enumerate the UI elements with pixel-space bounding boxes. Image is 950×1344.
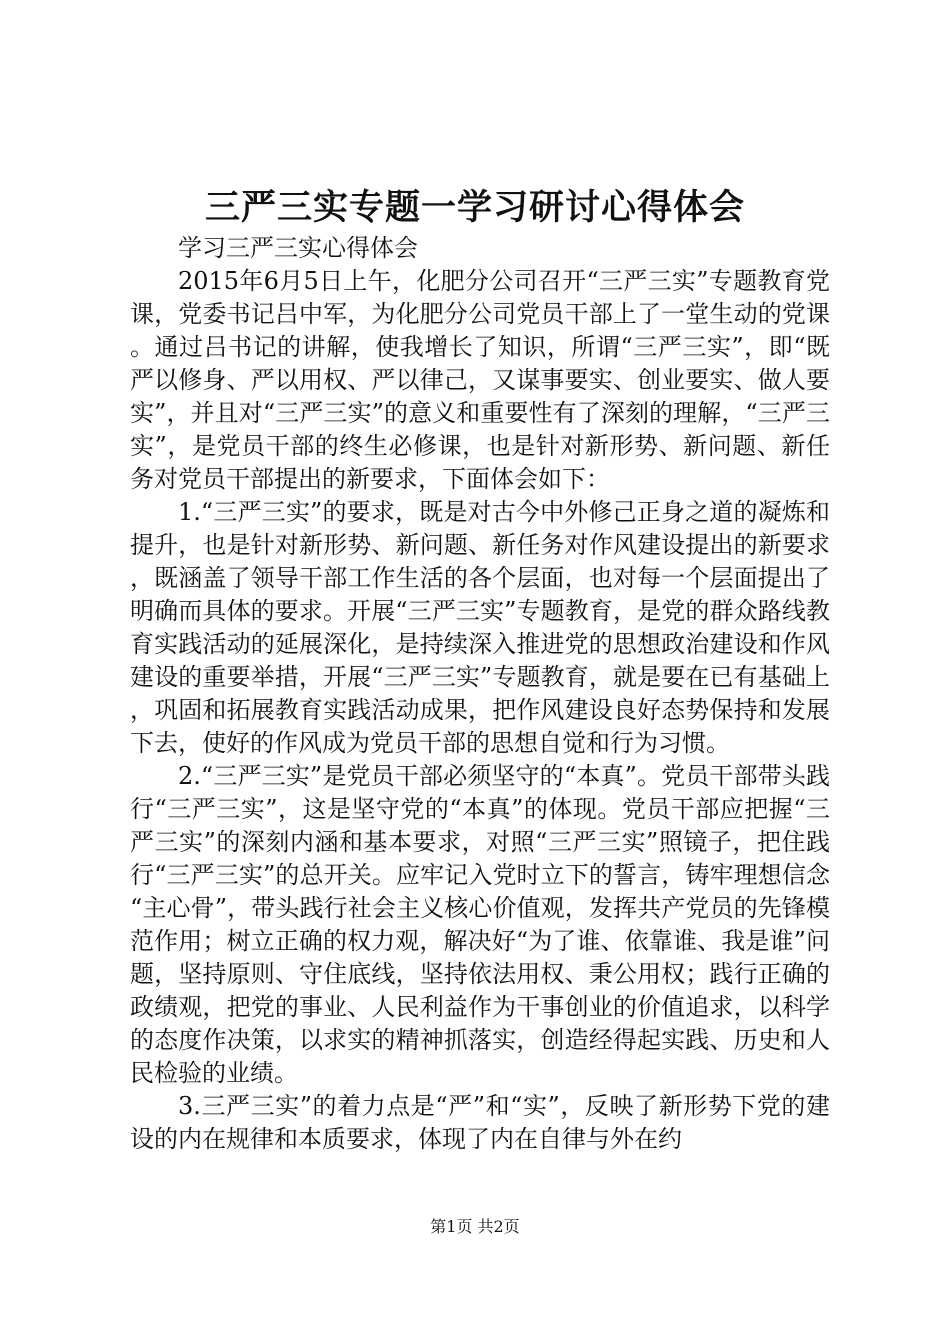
point-1-paragraph: 1.“三严三实”的要求，既是对古今中外修己正身之道的凝炼和提升，也是针对新形势、新问题、新任务对作风建设提出的新要求，既涵盖了领导干部工作生活的各个层面，也对每一个层面提出了明确而具体的要求。开展“三严三实”专题教育，是党的群众路线教育实践活动的延展深化，是持续深入推进党的思想政治建设和作风建设的重要举措，开展“三严三实”专题教育，就是要在已有基础上，巩固和拓展教育实践活动成果，把作风建设良好态势保持和发展下去，使好的作风成为党员干部的思想自觉和行为习惯。 [130, 498, 830, 757]
subtitle-paragraph: 学习三严三实心得体会 [178, 234, 418, 262]
page-number-footer: 第1页 共2页 [430, 1217, 520, 1236]
point-2-paragraph: 2.“三严三实”是党员干部必须坚守的“本真”。党员干部带头践行“三严三实”，这是坚守党的“本真”的体现。党员干部应把握“三严三实”的深刻内涵和基本要求，对照“三严三实”照镜子，把住践行“三严三实”的总开关。应牢记入党时立下的誓言，铸牢理想信念“主心骨”，带头践行社会主义核心价值观，发挥共产党员的先锋模范作用；树立正确的权力观，解决好“为了谁、依靠谁、我是谁”问题，坚持原则、守住底线，坚持依法用权、秉公用权；践行正确的政绩观，把党的事业、人民利益作为干事创业的价值追求，以科学的态度作决策，以求实的精神抓落实，创造经得起实践、历史和人民检验的业绩。 [130, 762, 830, 1087]
point-3-paragraph: 3.三严三实”的着力点是“严”和“实”，反映了新形势下党的建设的内在规律和本质要求，体现了内在自律与外在约 [130, 1092, 830, 1153]
document-body [130, 232, 830, 1156]
intro-paragraph: 2015年6月5日上午，化肥分公司召开“三严三实”专题教育党课，党委书记吕中军，为化肥分公司党员干部上了一堂生动的党课。通过吕书记的讲解，使我增长了知识，所谓“三严三实”，即“既严以修身、严以用权、严以律己，又谋事要实、创业要实、做人要实”，并且对“三严三实”的意义和重要性有了深刻的理解，“三严三实”，是党员干部的终生必修课，也是针对新形势、新问题、新任务对党员干部提出的新要求，下面体会如下： [130, 267, 830, 493]
page-title: 三严三实专题一学习研讨心得体会 [204, 187, 745, 228]
